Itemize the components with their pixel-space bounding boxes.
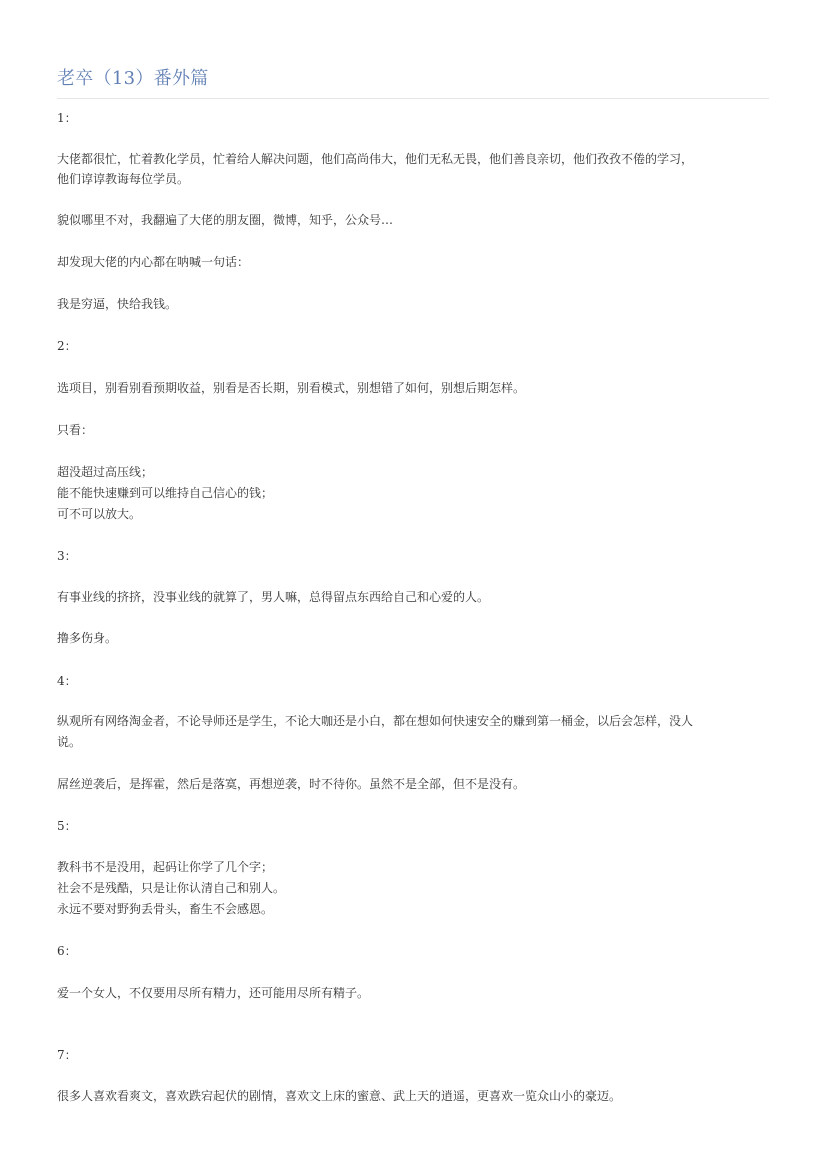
section-6-number: 6： bbox=[57, 944, 77, 958]
section-1-paragraph-1-line-2: 他们谆谆教诲每位学员。 bbox=[57, 172, 190, 186]
section-3-paragraph-1: 有事业线的挤挤，没事业线的就算了，男人嘛，总得留点东西给自己和心爱的人。 bbox=[57, 590, 490, 604]
section-1-paragraph-4: 我是穷逼，快给我钱。 bbox=[57, 297, 178, 311]
section-5-paragraph-1-line-3: 永远不要对野狗丢骨头，畜生不会感恩。 bbox=[57, 902, 274, 916]
section-7-paragraph-1: 很多人喜欢看爽文，喜欢跌宕起伏的剧情，喜欢文上床的蜜意、武上天的逍遥，更喜欢一览众山小的豪迈。 bbox=[57, 1089, 622, 1103]
section-6-paragraph-1: 爱一个女人，不仅要用尽所有精力，还可能用尽所有精子。 bbox=[57, 986, 370, 1000]
section-4-paragraph-2: 屌丝逆袭后，是挥霍，然后是落寞，再想逆袭，时不待你。虽然不是全部，但不是没有。 bbox=[57, 777, 526, 791]
section-4-number: 4： bbox=[57, 674, 77, 688]
section-5-paragraph-1-line-1: 教科书不是没用，起码让你学了几个字； bbox=[57, 860, 274, 874]
section-3-paragraph-2: 撸多伤身。 bbox=[57, 631, 118, 645]
section-4-paragraph-1-line-1: 纵观所有网络淘金者，不论导师还是学生，不论大咖还是小白，都在想如何快速安全的赚到第一桶金，以后会怎样，没人 bbox=[57, 714, 694, 728]
section-2-paragraph-3-line-3: 可不可以放大。 bbox=[57, 507, 142, 521]
section-2-paragraph-2: 只看： bbox=[57, 423, 94, 437]
section-1-number: 1： bbox=[57, 111, 77, 125]
section-2-paragraph-1: 选项目，别看别看预期收益，别看是否长期，别看模式，别想错了如何，别想后期怎样。 bbox=[57, 381, 526, 395]
section-1-paragraph-3: 却发现大佬的内心都在呐喊一句话： bbox=[57, 255, 250, 269]
section-5-paragraph-1-line-2: 社会不是残酷，只是让你认清自己和别人。 bbox=[57, 881, 286, 895]
section-1-paragraph-1-line-1: 大佬都很忙，忙着教化学员，忙着给人解决问题，他们高尚伟大，他们无私无畏，他们善良亲切，他们孜孜不倦的学习， bbox=[57, 152, 694, 166]
section-7-number: 7： bbox=[57, 1048, 77, 1062]
article-title: 老卒（13）番外篇 bbox=[57, 68, 209, 89]
section-4-paragraph-1-line-2: 说。 bbox=[57, 735, 82, 749]
section-1-paragraph-2: 貌似哪里不对，我翻遍了大佬的朋友圈，微博，知乎，公众号… bbox=[57, 213, 394, 227]
title-divider bbox=[57, 98, 769, 99]
section-2-paragraph-3-line-1: 超没超过高压线； bbox=[57, 465, 154, 479]
section-2-number: 2： bbox=[57, 339, 77, 353]
section-2-paragraph-3-line-2: 能不能快速赚到可以维持自己信心的钱； bbox=[57, 486, 274, 500]
section-5-number: 5： bbox=[57, 819, 77, 833]
section-3-number: 3： bbox=[57, 549, 77, 563]
